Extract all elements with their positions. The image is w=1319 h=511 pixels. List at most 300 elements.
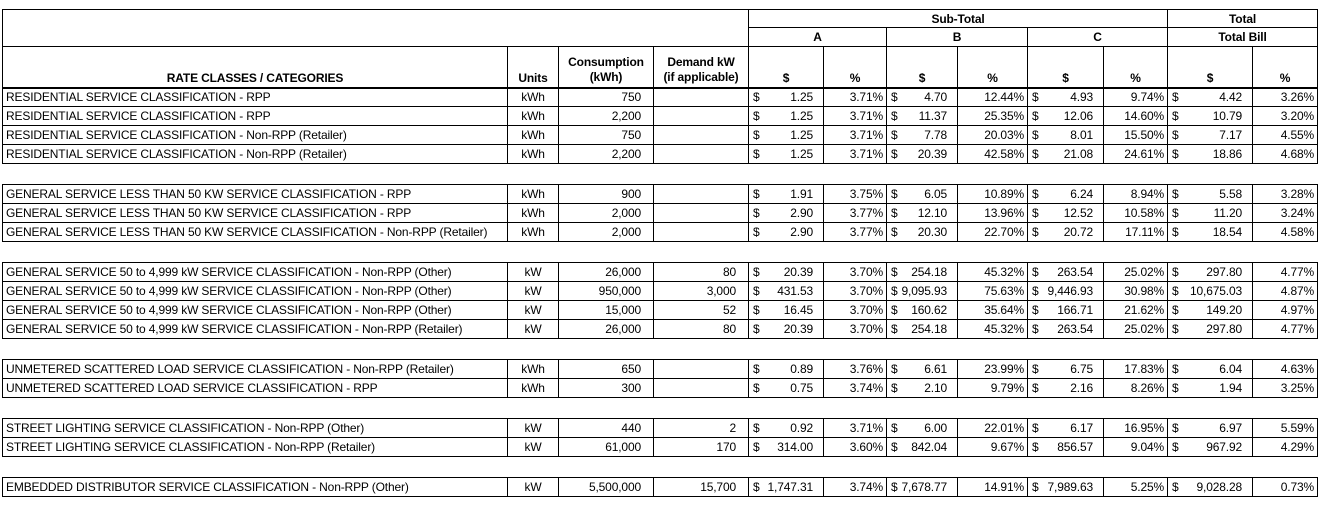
units-header-cell[interactable]: Units <box>508 47 559 88</box>
table-row <box>3 145 1318 164</box>
money-inner <box>749 147 823 161</box>
b-percent-cell[interactable]: 45.32% <box>958 320 1028 339</box>
a-percent-header-cell[interactable]: % <box>824 47 887 88</box>
rate-class-cell[interactable]: UNMETERED SCATTERED LOAD SERVICE CLASSIFICATION - Non-RPP (Retailer) <box>3 360 508 379</box>
a-dollar-cell[interactable] <box>749 438 824 457</box>
a-dollar-cell[interactable] <box>749 360 824 379</box>
a-dollar-cell[interactable] <box>749 419 824 438</box>
total-percent-cell[interactable]: 4.77% <box>1253 320 1318 339</box>
total-dollar-cell[interactable] <box>1168 282 1253 301</box>
a-percent-cell[interactable]: 3.71% <box>824 107 887 126</box>
total-percent-cell[interactable]: 3.20% <box>1253 107 1318 126</box>
c-percent-cell[interactable]: 25.02% <box>1104 263 1168 282</box>
amount-value: 967.92 <box>1206 440 1243 454</box>
rate-class-cell[interactable]: STREET LIGHTING SERVICE CLASSIFICATION - Non-RPP (Other) <box>3 419 508 438</box>
currency-symbol: $ <box>1032 206 1039 220</box>
gap-cell <box>3 457 1318 478</box>
b-percent-cell[interactable]: 45.32% <box>958 263 1028 282</box>
demand-cell[interactable]: 80 <box>654 263 749 282</box>
currency-symbol: $ <box>891 128 898 142</box>
total-dollar-cell[interactable] <box>1168 360 1253 379</box>
amount-value: 9,446.93 <box>1047 284 1093 298</box>
total-percent-cell[interactable]: 4.77% <box>1253 263 1318 282</box>
units-cell[interactable]: kWh <box>508 223 559 242</box>
consumption-cell[interactable]: 750 <box>559 88 654 107</box>
units-cell[interactable]: kW <box>508 282 559 301</box>
c-percent-cell[interactable]: 10.58% <box>1104 204 1168 223</box>
consumption-cell[interactable]: 26,000 <box>559 320 654 339</box>
rate-class-cell[interactable]: GENERAL SERVICE 50 to 4,999 kW SERVICE CLASSIFICATION - Non-RPP (Retailer) <box>3 320 508 339</box>
rate-class-cell[interactable]: RESIDENTIAL SERVICE CLASSIFICATION - RPP <box>3 88 508 107</box>
demand-cell[interactable] <box>654 145 749 164</box>
money-inner <box>1168 206 1252 220</box>
b-percent-cell[interactable]: 22.01% <box>958 419 1028 438</box>
amount-value: 254.18 <box>911 265 947 279</box>
total-header-cell[interactable]: Total <box>1168 10 1318 28</box>
demand-cell[interactable] <box>654 204 749 223</box>
b-dollar-cell[interactable] <box>887 301 958 320</box>
currency-symbol: $ <box>1032 109 1039 123</box>
amount-value: 6.04 <box>1219 362 1243 376</box>
c-dollar-cell[interactable] <box>1028 223 1104 242</box>
total-dollar-header-cell[interactable]: $ <box>1168 47 1253 88</box>
units-cell[interactable]: kW <box>508 478 559 497</box>
total-dollar-cell[interactable] <box>1168 320 1253 339</box>
c-dollar-cell[interactable] <box>1028 263 1104 282</box>
rate-class-cell[interactable]: GENERAL SERVICE LESS THAN 50 KW SERVICE CLASSIFICATION - Non-RPP (Retailer) <box>3 223 508 242</box>
b-percent-cell[interactable]: 23.99% <box>958 360 1028 379</box>
units-cell[interactable]: kW <box>508 263 559 282</box>
consumption-cell[interactable]: 5,500,000 <box>559 478 654 497</box>
table-row <box>3 360 1318 379</box>
a-dollar-cell[interactable] <box>749 301 824 320</box>
b-dollar-cell[interactable] <box>887 223 958 242</box>
money-inner <box>749 440 823 454</box>
currency-symbol: $ <box>1032 147 1039 161</box>
c-percent-cell[interactable]: 8.26% <box>1104 379 1168 398</box>
header-empty-cell[interactable] <box>3 10 749 47</box>
table-row <box>3 126 1318 145</box>
total-dollar-cell[interactable] <box>1168 223 1253 242</box>
b-percent-cell[interactable]: 35.64% <box>958 301 1028 320</box>
demand-cell[interactable]: 52 <box>654 301 749 320</box>
c-percent-cell[interactable]: 17.11% <box>1104 223 1168 242</box>
c-dollar-header-cell[interactable]: $ <box>1028 47 1104 88</box>
money-inner <box>1168 265 1252 279</box>
total-dollar-cell[interactable] <box>1168 419 1253 438</box>
demand-cell[interactable] <box>654 107 749 126</box>
money-inner <box>887 440 957 454</box>
section-gap-row <box>3 398 1318 419</box>
b-percent-cell[interactable]: 10.89% <box>958 185 1028 204</box>
total-percent-cell[interactable]: 4.55% <box>1253 126 1318 145</box>
c-percent-cell[interactable]: 5.25% <box>1104 478 1168 497</box>
total-percent-cell[interactable]: 4.29% <box>1253 438 1318 457</box>
b-dollar-header-cell[interactable]: $ <box>887 47 958 88</box>
c-dollar-cell[interactable] <box>1028 145 1104 164</box>
money-inner <box>1168 480 1252 494</box>
a-dollar-cell[interactable] <box>749 107 824 126</box>
demand-cell[interactable]: 15,700 <box>654 478 749 497</box>
c-percent-cell[interactable]: 16.95% <box>1104 419 1168 438</box>
b-percent-cell[interactable]: 14.91% <box>958 478 1028 497</box>
total-dollar-cell[interactable] <box>1168 263 1253 282</box>
gap-cell <box>3 164 1318 185</box>
consumption-cell[interactable]: 2,200 <box>559 145 654 164</box>
money-inner <box>887 206 957 220</box>
a-percent-cell[interactable]: 3.70% <box>824 282 887 301</box>
b-dollar-cell[interactable] <box>887 419 958 438</box>
consumption-cell[interactable]: 2,000 <box>559 223 654 242</box>
c-dollar-cell[interactable] <box>1028 204 1104 223</box>
currency-symbol: $ <box>1032 480 1039 494</box>
a-dollar-header-cell[interactable]: $ <box>749 47 824 88</box>
c-dollar-cell[interactable] <box>1028 438 1104 457</box>
c-dollar-cell[interactable] <box>1028 379 1104 398</box>
a-percent-cell[interactable]: 3.77% <box>824 223 887 242</box>
rate-class-cell[interactable]: STREET LIGHTING SERVICE CLASSIFICATION - Non-RPP (Retailer) <box>3 438 508 457</box>
rate-class-cell[interactable]: GENERAL SERVICE LESS THAN 50 KW SERVICE CLASSIFICATION - RPP <box>3 185 508 204</box>
total-dollar-cell[interactable] <box>1168 301 1253 320</box>
total-percent-cell[interactable]: 0.73% <box>1253 478 1318 497</box>
units-cell[interactable]: kWh <box>508 145 559 164</box>
group-c-header-cell[interactable]: C <box>1028 28 1168 47</box>
demand-cell[interactable] <box>654 126 749 145</box>
amount-value: 18.86 <box>1212 147 1243 161</box>
total-dollar-cell[interactable] <box>1168 379 1253 398</box>
a-percent-cell[interactable]: 3.70% <box>824 263 887 282</box>
currency-symbol: $ <box>1172 109 1179 123</box>
currency-symbol: $ <box>1172 225 1179 239</box>
b-dollar-cell[interactable] <box>887 478 958 497</box>
demand-cell[interactable]: 3,000 <box>654 282 749 301</box>
amount-value: 431.53 <box>777 284 813 298</box>
currency-symbol: $ <box>753 322 760 336</box>
rate-class-cell[interactable]: RESIDENTIAL SERVICE CLASSIFICATION - Non-RPP (Retailer) <box>3 145 508 164</box>
amount-value: 254.18 <box>911 322 947 336</box>
currency-symbol: $ <box>891 265 898 279</box>
units-cell[interactable]: kW <box>508 438 559 457</box>
units-cell[interactable]: kWh <box>508 126 559 145</box>
units-cell[interactable]: kWh <box>508 204 559 223</box>
c-percent-cell[interactable]: 25.02% <box>1104 320 1168 339</box>
currency-symbol: $ <box>1172 381 1179 395</box>
money-inner <box>1168 381 1252 395</box>
rate-classes-header-cell[interactable]: RATE CLASSES / CATEGORIES <box>3 47 508 88</box>
c-percent-cell[interactable]: 15.50% <box>1104 126 1168 145</box>
currency-symbol: $ <box>1172 362 1179 376</box>
total-percent-cell[interactable]: 3.26% <box>1253 88 1318 107</box>
c-percent-cell[interactable]: 17.83% <box>1104 360 1168 379</box>
amount-value: 263.54 <box>1057 322 1093 336</box>
a-percent-cell[interactable]: 3.71% <box>824 126 887 145</box>
b-dollar-cell[interactable] <box>887 126 958 145</box>
total-dollar-cell[interactable] <box>1168 438 1253 457</box>
b-dollar-cell[interactable] <box>887 320 958 339</box>
rate-class-cell[interactable]: GENERAL SERVICE 50 to 4,999 kW SERVICE CLASSIFICATION - Non-RPP (Other) <box>3 301 508 320</box>
a-percent-cell[interactable]: 3.71% <box>824 145 887 164</box>
b-dollar-cell[interactable] <box>887 88 958 107</box>
consumption-cell[interactable]: 900 <box>559 185 654 204</box>
units-cell[interactable]: kW <box>508 301 559 320</box>
currency-symbol: $ <box>891 480 898 494</box>
money-inner <box>749 128 823 142</box>
table-row <box>3 419 1318 438</box>
a-dollar-cell[interactable] <box>749 223 824 242</box>
money-inner <box>887 225 957 239</box>
total-percent-cell[interactable]: 4.63% <box>1253 360 1318 379</box>
demand-cell[interactable] <box>654 223 749 242</box>
c-percent-cell[interactable]: 30.98% <box>1104 282 1168 301</box>
a-dollar-cell[interactable] <box>749 379 824 398</box>
currency-symbol: $ <box>753 284 760 298</box>
consumption-cell[interactable]: 650 <box>559 360 654 379</box>
amount-value: 166.71 <box>1057 303 1093 317</box>
a-percent-cell[interactable]: 3.74% <box>824 379 887 398</box>
consumption-cell[interactable]: 950,000 <box>559 282 654 301</box>
money-inner <box>749 322 823 336</box>
units-cell[interactable]: kW <box>508 320 559 339</box>
money-inner <box>1028 480 1103 494</box>
amount-value: 21.08 <box>1063 147 1093 161</box>
c-percent-cell[interactable]: 9.74% <box>1104 88 1168 107</box>
c-percent-header-cell[interactable]: % <box>1104 47 1168 88</box>
b-percent-cell[interactable]: 9.79% <box>958 379 1028 398</box>
money-inner <box>1028 265 1103 279</box>
a-percent-cell[interactable]: 3.75% <box>824 185 887 204</box>
b-percent-cell[interactable]: 42.58% <box>958 145 1028 164</box>
a-dollar-cell[interactable] <box>749 145 824 164</box>
amount-value: 1,747.31 <box>767 480 813 494</box>
a-percent-cell[interactable]: 3.70% <box>824 320 887 339</box>
a-percent-cell[interactable]: 3.74% <box>824 478 887 497</box>
total-percent-header-cell[interactable]: % <box>1253 47 1318 88</box>
subtotal-header-cell[interactable]: Sub-Total <box>749 10 1168 28</box>
money-inner <box>1028 90 1103 104</box>
b-percent-cell[interactable]: 12.44% <box>958 88 1028 107</box>
b-percent-cell[interactable]: 13.96% <box>958 204 1028 223</box>
currency-symbol: $ <box>1032 128 1039 142</box>
demand-cell[interactable]: 80 <box>654 320 749 339</box>
currency-symbol: $ <box>1172 480 1179 494</box>
c-percent-cell[interactable]: 8.94% <box>1104 185 1168 204</box>
money-inner <box>749 480 823 494</box>
consumption-cell[interactable]: 2,200 <box>559 107 654 126</box>
consumption-cell[interactable]: 300 <box>559 379 654 398</box>
rate-class-cell[interactable]: UNMETERED SCATTERED LOAD SERVICE CLASSIFICATION - RPP <box>3 379 508 398</box>
consumption-cell[interactable]: 2,000 <box>559 204 654 223</box>
amount-value: 11.20 <box>1213 206 1243 220</box>
amount-value: 1.94 <box>1219 381 1243 395</box>
consumption-header-line2: (kWh) <box>589 69 623 84</box>
total-dollar-cell[interactable] <box>1168 185 1253 204</box>
amount-value: 6.61 <box>924 362 947 376</box>
amount-value: 8.01 <box>1070 128 1093 142</box>
currency-symbol: $ <box>753 381 760 395</box>
b-percent-cell[interactable]: 75.63% <box>958 282 1028 301</box>
table-row <box>3 478 1318 497</box>
a-percent-cell[interactable]: 3.71% <box>824 419 887 438</box>
total-percent-cell[interactable]: 4.58% <box>1253 223 1318 242</box>
a-dollar-cell[interactable] <box>749 204 824 223</box>
section-gap-row <box>3 242 1318 263</box>
amount-value: 2.10 <box>924 381 947 395</box>
money-inner <box>1168 322 1252 336</box>
total-dollar-cell[interactable] <box>1168 145 1253 164</box>
demand-header-cell[interactable] <box>654 47 749 88</box>
money-inner <box>887 284 957 298</box>
c-dollar-cell[interactable] <box>1028 320 1104 339</box>
a-percent-cell[interactable]: 3.77% <box>824 204 887 223</box>
demand-cell[interactable] <box>654 360 749 379</box>
b-percent-cell[interactable]: 20.03% <box>958 126 1028 145</box>
total-dollar-cell[interactable] <box>1168 107 1253 126</box>
a-percent-cell[interactable]: 3.71% <box>824 88 887 107</box>
currency-symbol: $ <box>891 225 898 239</box>
total-percent-cell[interactable]: 3.28% <box>1253 185 1318 204</box>
b-percent-cell[interactable]: 22.70% <box>958 223 1028 242</box>
money-inner <box>1028 440 1103 454</box>
a-dollar-cell[interactable] <box>749 263 824 282</box>
money-inner <box>887 322 957 336</box>
units-cell[interactable]: kW <box>508 419 559 438</box>
a-dollar-cell[interactable] <box>749 478 824 497</box>
a-percent-cell[interactable]: 3.76% <box>824 360 887 379</box>
currency-symbol: $ <box>1172 322 1179 336</box>
rate-class-cell[interactable]: GENERAL SERVICE 50 to 4,999 kW SERVICE CLASSIFICATION - Non-RPP (Other) <box>3 282 508 301</box>
units-cell[interactable]: kWh <box>508 379 559 398</box>
a-dollar-cell[interactable] <box>749 320 824 339</box>
total-percent-cell[interactable]: 4.87% <box>1253 282 1318 301</box>
c-dollar-cell[interactable] <box>1028 126 1104 145</box>
a-percent-cell[interactable]: 3.60% <box>824 438 887 457</box>
total-percent-cell[interactable]: 4.97% <box>1253 301 1318 320</box>
money-inner <box>1028 187 1103 201</box>
rate-class-cell[interactable]: RESIDENTIAL SERVICE CLASSIFICATION - Non-RPP (Retailer) <box>3 126 508 145</box>
units-cell[interactable]: kWh <box>508 107 559 126</box>
amount-value: 0.92 <box>790 421 813 435</box>
amount-value: 842.04 <box>911 440 947 454</box>
amount-value: 16.45 <box>783 303 813 317</box>
b-percent-header-cell[interactable]: % <box>958 47 1028 88</box>
units-cell[interactable]: kWh <box>508 88 559 107</box>
c-dollar-cell[interactable] <box>1028 419 1104 438</box>
amount-value: 6.97 <box>1219 421 1243 435</box>
demand-cell[interactable] <box>654 88 749 107</box>
b-dollar-cell[interactable] <box>887 263 958 282</box>
demand-cell[interactable] <box>654 379 749 398</box>
a-dollar-cell[interactable] <box>749 185 824 204</box>
total-dollar-cell[interactable] <box>1168 204 1253 223</box>
c-dollar-cell[interactable] <box>1028 88 1104 107</box>
currency-symbol: $ <box>1172 440 1179 454</box>
b-dollar-cell[interactable] <box>887 360 958 379</box>
rate-class-cell[interactable]: EMBEDDED DISTRIBUTOR SERVICE CLASSIFICATION - Non-RPP (Other) <box>3 478 508 497</box>
units-cell[interactable]: kWh <box>508 185 559 204</box>
money-inner <box>1168 303 1252 317</box>
total-percent-cell[interactable]: 5.59% <box>1253 419 1318 438</box>
demand-cell[interactable]: 170 <box>654 438 749 457</box>
currency-symbol: $ <box>753 128 760 142</box>
amount-value: 20.39 <box>783 265 813 279</box>
amount-value: 20.39 <box>783 322 813 336</box>
consumption-cell[interactable]: 61,000 <box>559 438 654 457</box>
a-percent-cell[interactable]: 3.70% <box>824 301 887 320</box>
currency-symbol: $ <box>1032 381 1039 395</box>
money-inner <box>887 362 957 376</box>
rate-class-cell[interactable]: GENERAL SERVICE 50 to 4,999 kW SERVICE CLASSIFICATION - Non-RPP (Other) <box>3 263 508 282</box>
c-percent-cell[interactable]: 14.60% <box>1104 107 1168 126</box>
consumption-header-cell[interactable] <box>559 47 654 88</box>
money-inner <box>1168 225 1252 239</box>
total-bill-header-cell[interactable]: Total Bill <box>1168 28 1318 47</box>
total-dollar-cell[interactable] <box>1168 126 1253 145</box>
total-dollar-cell[interactable] <box>1168 478 1253 497</box>
b-dollar-cell[interactable] <box>887 185 958 204</box>
c-percent-cell[interactable]: 9.04% <box>1104 438 1168 457</box>
a-dollar-cell[interactable] <box>749 126 824 145</box>
rate-class-cell[interactable]: GENERAL SERVICE LESS THAN 50 KW SERVICE CLASSIFICATION - RPP <box>3 204 508 223</box>
b-percent-cell[interactable]: 25.35% <box>958 107 1028 126</box>
total-percent-cell[interactable]: 3.24% <box>1253 204 1318 223</box>
a-dollar-cell[interactable] <box>749 88 824 107</box>
b-dollar-cell[interactable] <box>887 282 958 301</box>
c-dollar-cell[interactable] <box>1028 478 1104 497</box>
money-inner <box>749 284 823 298</box>
c-dollar-cell[interactable] <box>1028 107 1104 126</box>
money-inner <box>749 381 823 395</box>
money-inner <box>887 265 957 279</box>
currency-symbol: $ <box>891 440 898 454</box>
amount-value: 7,989.63 <box>1047 480 1093 494</box>
b-dollar-cell[interactable] <box>887 107 958 126</box>
consumption-cell[interactable]: 750 <box>559 126 654 145</box>
currency-symbol: $ <box>1172 421 1179 435</box>
money-inner <box>887 90 957 104</box>
c-percent-cell[interactable]: 24.61% <box>1104 145 1168 164</box>
amount-value: 1.91 <box>790 187 813 201</box>
b-dollar-cell[interactable] <box>887 204 958 223</box>
b-percent-cell[interactable]: 9.67% <box>958 438 1028 457</box>
total-dollar-cell[interactable] <box>1168 88 1253 107</box>
rate-class-cell[interactable]: RESIDENTIAL SERVICE CLASSIFICATION - RPP <box>3 107 508 126</box>
c-dollar-cell[interactable] <box>1028 185 1104 204</box>
money-inner <box>1028 303 1103 317</box>
b-dollar-cell[interactable] <box>887 379 958 398</box>
total-percent-cell[interactable]: 4.68% <box>1253 145 1318 164</box>
c-dollar-cell[interactable] <box>1028 282 1104 301</box>
a-dollar-cell[interactable] <box>749 282 824 301</box>
consumption-cell[interactable]: 26,000 <box>559 263 654 282</box>
consumption-cell[interactable]: 15,000 <box>559 301 654 320</box>
units-cell[interactable]: kWh <box>508 360 559 379</box>
consumption-cell[interactable]: 440 <box>559 419 654 438</box>
table-row <box>3 301 1318 320</box>
currency-symbol: $ <box>753 90 760 105</box>
b-dollar-cell[interactable] <box>887 145 958 164</box>
total-percent-cell[interactable]: 3.25% <box>1253 379 1318 398</box>
currency-symbol: $ <box>1172 187 1179 201</box>
group-a-header-cell[interactable]: A <box>749 28 887 47</box>
c-dollar-cell[interactable] <box>1028 301 1104 320</box>
group-b-header-cell[interactable]: B <box>887 28 1028 47</box>
c-percent-cell[interactable]: 21.62% <box>1104 301 1168 320</box>
b-dollar-cell[interactable] <box>887 438 958 457</box>
demand-cell[interactable]: 2 <box>654 419 749 438</box>
demand-cell[interactable] <box>654 185 749 204</box>
c-dollar-cell[interactable] <box>1028 360 1104 379</box>
money-inner <box>1028 284 1103 298</box>
